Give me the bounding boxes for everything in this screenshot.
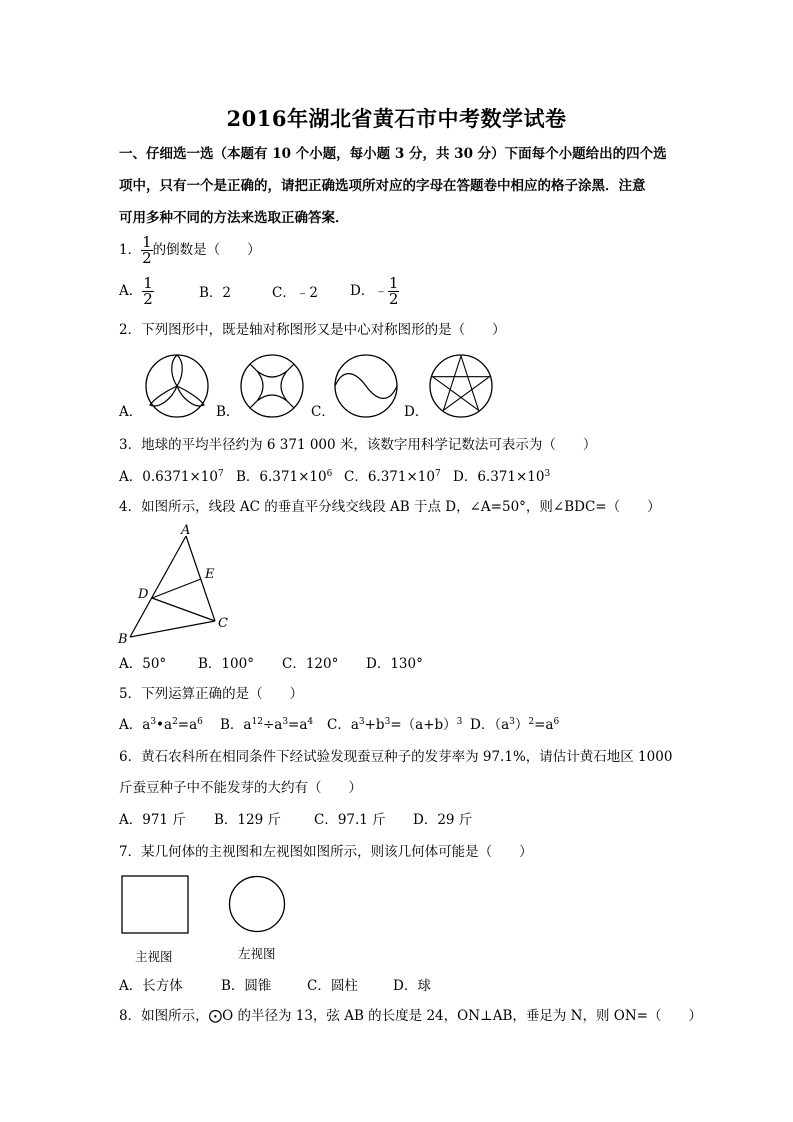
question-8: 8．如图所示，⨀O 的半径为 13，弦 AB 的长度是 24，ON⊥AB，垂足为 N，则 ON=（ ） xyxy=(119,1008,702,1024)
label-e: E xyxy=(205,567,215,582)
figure-circle-s-curve xyxy=(333,353,399,423)
figure-circle-pentagram xyxy=(428,353,494,423)
fraction-numerator: 1 xyxy=(142,233,152,251)
question-5: 5．下列运算正确的是（ ） xyxy=(119,686,304,702)
section-instructions-line-1: 一、仔细选一选（本题有 10 个小题，每小题 3 分，共 30 分）下面每个小题给出的四个选 xyxy=(119,146,667,162)
option-base: D．6.371×10 xyxy=(453,469,545,485)
option-fraction xyxy=(388,276,400,307)
question-3-option-c xyxy=(344,468,441,486)
question-4-option-c: C．120° xyxy=(282,656,339,672)
option-exponent: 3 xyxy=(544,469,551,479)
fraction-numerator: 1 xyxy=(143,274,153,292)
question-6-option-c: C．97.1 斤 xyxy=(314,812,386,828)
question-4: 4．如图所示，线段 AC 的垂直平分线交线段 AB 于点 D，∠A=50°，则∠BDC=（ ） xyxy=(119,499,661,515)
question-7-option-c: C．圆柱 xyxy=(307,978,358,994)
section-instructions-line-3: 可用多种不同的方法来选取正确答案． xyxy=(119,210,349,226)
question-1-option-c: C．﹣2 xyxy=(272,285,318,301)
figure-triangle-abc xyxy=(115,522,240,651)
figure-left-view-circle xyxy=(228,875,288,939)
question-6-option-d: D．29 斤 xyxy=(413,812,473,828)
label-c: C xyxy=(218,616,228,631)
question-1-fraction xyxy=(141,235,153,266)
question-5-option-c: C．$a^3+b^3=(a+b)^3$ xyxy=(327,717,463,733)
question-5-option-d: D．$(a^3)^2=a^6$ xyxy=(470,717,560,733)
question-6-option-a: A．971 斤 xyxy=(119,812,186,828)
figure-circle-four-arcs xyxy=(239,353,305,423)
question-6-option-b: B．129 斤 xyxy=(214,812,281,828)
question-2: 2．下列图形中，既是轴对称图形又是中心对称图形的是（ ） xyxy=(119,322,506,338)
question-4-option-a: A．50° xyxy=(119,656,167,672)
option-label: D．﹣ xyxy=(350,283,388,299)
question-3-option-d xyxy=(453,468,550,486)
question-3-option-a xyxy=(119,468,224,486)
fraction-denominator: 2 xyxy=(388,290,399,308)
question-1-option-b: B．2 xyxy=(199,285,232,301)
option-base: B．6.371×10 xyxy=(236,469,327,485)
question-1-option-a xyxy=(119,276,154,307)
option-base: C．6.371×10 xyxy=(344,469,435,485)
figure-circle-three-petals xyxy=(144,353,210,423)
question-1-prefix: 1． xyxy=(119,242,142,258)
question-6-line-2: 斤蚕豆种子中不能发芽的大约有（ ） xyxy=(119,780,362,796)
question-1-suffix: 的倒数是（ ） xyxy=(152,242,261,258)
option-exponent: 7 xyxy=(434,469,441,479)
question-7: 7．某几何体的主视图和左视图如图所示，则该几何体可能是（ ） xyxy=(119,844,533,860)
question-2-option-a: A． xyxy=(119,404,143,420)
option-fraction xyxy=(142,276,154,307)
question-2-option-d: D． xyxy=(404,404,429,420)
option-label: A． xyxy=(119,283,143,299)
question-2-option-c: C． xyxy=(311,404,335,420)
question-3: 3．地球的平均半径约为 6 371 000 米，该数字用科学记数法可表示为（ ） xyxy=(119,437,597,453)
question-1 xyxy=(119,235,261,266)
front-view-caption: 主视图 xyxy=(135,949,173,964)
left-view-caption: 左视图 xyxy=(238,946,276,961)
question-7-option-d: D．球 xyxy=(393,978,431,994)
label-d: D xyxy=(138,587,149,602)
option-exponent: 7 xyxy=(217,469,224,479)
fraction-numerator: 1 xyxy=(388,274,399,292)
question-7-option-a: A．长方体 xyxy=(119,978,183,994)
question-2-option-b: B． xyxy=(216,404,240,420)
figure-front-view-square xyxy=(121,875,191,939)
page-title: 2016年湖北省黄石市中考数学试卷 xyxy=(226,106,567,131)
question-1-option-d xyxy=(350,276,399,307)
question-7-option-b: B．圆锥 xyxy=(221,978,272,994)
question-5-option-b: B．$a^{12}\div a^3=a^4$ xyxy=(220,717,314,733)
question-6-line-1: 6．黄石农科所在相同条件下经试验发现蚕豆种子的发芽率为 97.1%，请估计黄石地区 1000 xyxy=(119,749,673,765)
question-3-option-b xyxy=(236,468,332,486)
fraction-denominator: 2 xyxy=(142,249,152,267)
question-5-option-a: A．$a^3•a^2=a^6$ xyxy=(119,717,203,733)
label-b: B xyxy=(118,632,128,647)
question-4-option-b: B．100° xyxy=(198,656,254,672)
option-exponent: 6 xyxy=(326,469,333,479)
section-instructions-line-2: 项中，只有一个是正确的，请把正确选项所对应的字母在答题卷中相应的格子涂黑．注意 xyxy=(119,178,646,194)
fraction-denominator: 2 xyxy=(143,290,153,308)
option-base: A．0.6371×10 xyxy=(119,469,218,485)
label-a: A xyxy=(181,523,191,538)
question-4-option-d: D．130° xyxy=(366,656,423,672)
